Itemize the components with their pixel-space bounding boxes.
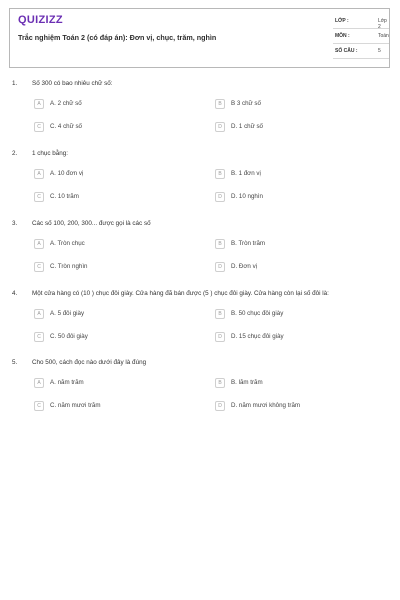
option-text: D. 1 chữ số (231, 123, 263, 130)
option-text: B. Tròn trăm (231, 240, 266, 247)
option-text: C. 4 chữ số (50, 123, 82, 130)
question-number: 3. (12, 220, 18, 227)
option-text: C. năm mươi trăm (50, 402, 101, 409)
option-letter-box: B (215, 239, 225, 249)
option-text: D. 10 nghìn (231, 193, 263, 200)
option-letter-box: A (34, 99, 44, 109)
question-text: Số 300 có bao nhiêu chữ số: (32, 80, 113, 87)
option-letter-box: A (34, 169, 44, 179)
question-text: Các số 100, 200, 300... được gọi là các số (32, 220, 151, 227)
option-letter-box: C (34, 332, 44, 342)
question-text: Cho 500, cách đọc nào dưới đây là đúng (32, 359, 147, 366)
option-letter-box: B (215, 99, 225, 109)
option-letter-box: D (215, 122, 225, 132)
meta-row-grade (333, 16, 389, 29)
question-number: 5. (12, 359, 18, 366)
meta-label: LỚP : (335, 18, 349, 24)
option-letter-box: B (215, 169, 225, 179)
question-number: 1. (12, 80, 18, 87)
option-letter-box: C (34, 401, 44, 411)
option-letter-box: D (215, 332, 225, 342)
question-text: Một cửa hàng có (10 ) chục đôi giày. Cửa hàng đã bán được (5 ) chục đôi giày. Cửa hàng còn lại số đôi là: (32, 290, 329, 297)
option-letter-box: B (215, 309, 225, 319)
option-text: A. 10 đơn vị (50, 170, 84, 177)
meta-value: 5 (378, 48, 381, 54)
option-letter-box: D (215, 262, 225, 272)
option-letter-box: C (34, 192, 44, 202)
meta-row-subject (333, 31, 389, 44)
question-text: 1 chục bằng: (32, 150, 69, 157)
option-letter-box: C (34, 262, 44, 272)
option-letter-box: A (34, 378, 44, 388)
meta-value: Toán (378, 33, 389, 39)
quizizz-logo: QUIZIZZ (18, 14, 63, 26)
meta-label: SỐ CÂU : (335, 48, 358, 54)
option-text: B. 1 đơn vị (231, 170, 261, 177)
option-letter-box: A (34, 239, 44, 249)
meta-value: Lớp 2 (378, 18, 387, 30)
option-text: A. 2 chữ số (50, 100, 82, 107)
meta-label: MÔN : (335, 33, 350, 39)
option-text: C. Tròn nghìn (50, 263, 88, 270)
option-text: D. Đơn vị (231, 263, 258, 270)
option-letter-box: B (215, 378, 225, 388)
option-text: B. 50 chục đôi giày (231, 310, 284, 317)
option-text: D. 15 chục đôi giày (231, 333, 284, 340)
meta-row-question-count (333, 46, 389, 59)
option-letter-box: D (215, 401, 225, 411)
option-text: D. năm mươi không trăm (231, 402, 301, 409)
option-letter-box: C (34, 122, 44, 132)
question-number: 2. (12, 150, 18, 157)
option-text: A. Tròn chục (50, 240, 85, 247)
question-number: 4. (12, 290, 18, 297)
option-text: C. 50 đôi giày (50, 333, 88, 340)
option-letter-box: D (215, 192, 225, 202)
option-text: B 3 chữ số (231, 100, 261, 107)
option-text: B. lăm trăm (231, 379, 263, 386)
worksheet-title: Trắc nghiệm Toán 2 (có đáp án): Đơn vị, chục, trăm, nghìn (18, 33, 217, 42)
option-text: C. 10 trăm (50, 193, 79, 200)
option-letter-box: A (34, 309, 44, 319)
worksheet-header (9, 8, 390, 68)
option-text: A. năm trăm (50, 379, 84, 386)
option-text: A. 5 đôi giày (50, 310, 85, 317)
